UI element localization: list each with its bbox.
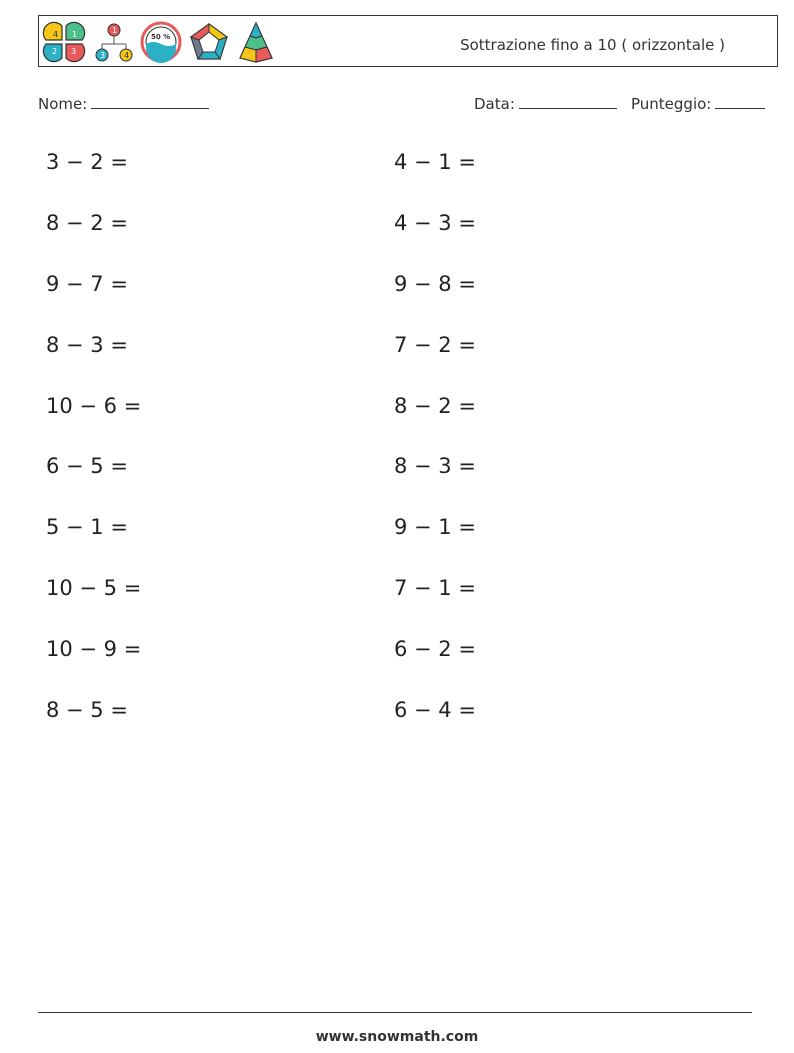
tree-digit: 1 [112,26,118,35]
problem-right-9: 6 − 2 = [394,637,476,661]
header-box [38,15,778,67]
problem-left-5: 10 − 6 = [46,394,142,418]
problem-left-6: 6 − 5 = [46,454,128,478]
name-field [38,93,209,113]
score-blank[interactable] [715,93,765,109]
problem-left-1: 3 − 2 = [46,150,128,174]
problem-right-7: 9 − 1 = [394,515,476,539]
percent-label: 50 % [151,33,171,41]
problem-right-8: 7 − 1 = [394,576,476,600]
number-tree-icon [94,20,134,64]
pyramid-icon [236,20,276,64]
petal-digit: 3 [71,47,77,56]
name-label: Nome: [38,95,88,113]
petal-digit: 4 [53,30,59,39]
problem-left-3: 9 − 7 = [46,272,128,296]
problem-right-10: 6 − 4 = [394,698,476,722]
petal-digit: 1 [72,30,78,39]
tree-digit: 3 [100,51,106,60]
worksheet-title: Sottrazione fino a 10 ( orizzontale ) [460,36,725,54]
problem-right-3: 9 − 8 = [394,272,476,296]
petal-digit: 2 [52,47,58,56]
problem-right-4: 7 − 2 = [394,333,476,357]
tree-digit: 4 [124,51,130,60]
problem-left-8: 10 − 5 = [46,576,142,600]
problem-right-6: 8 − 3 = [394,454,476,478]
percent-circle-icon [140,20,182,64]
problem-right-5: 8 − 2 = [394,394,476,418]
pentagon-icon [188,20,230,64]
problem-left-2: 8 − 2 = [46,211,128,235]
problem-left-10: 8 − 5 = [46,698,128,722]
problem-left-7: 5 − 1 = [46,515,128,539]
footer-divider [38,1012,752,1013]
number-petals-icon [42,20,88,64]
footer-site: www.snowmath.com [315,1029,479,1045]
date-blank[interactable] [519,93,617,109]
score-label: Punteggio: [631,95,712,113]
score-field [631,93,765,113]
logo-strip [42,20,276,64]
problem-right-1: 4 − 1 = [394,150,476,174]
problem-left-9: 10 − 9 = [46,637,142,661]
name-blank[interactable] [91,93,209,109]
problem-left-4: 8 − 3 = [46,333,128,357]
problem-right-2: 4 − 3 = [394,211,476,235]
date-label: Data: [474,95,515,113]
date-field [474,93,617,113]
